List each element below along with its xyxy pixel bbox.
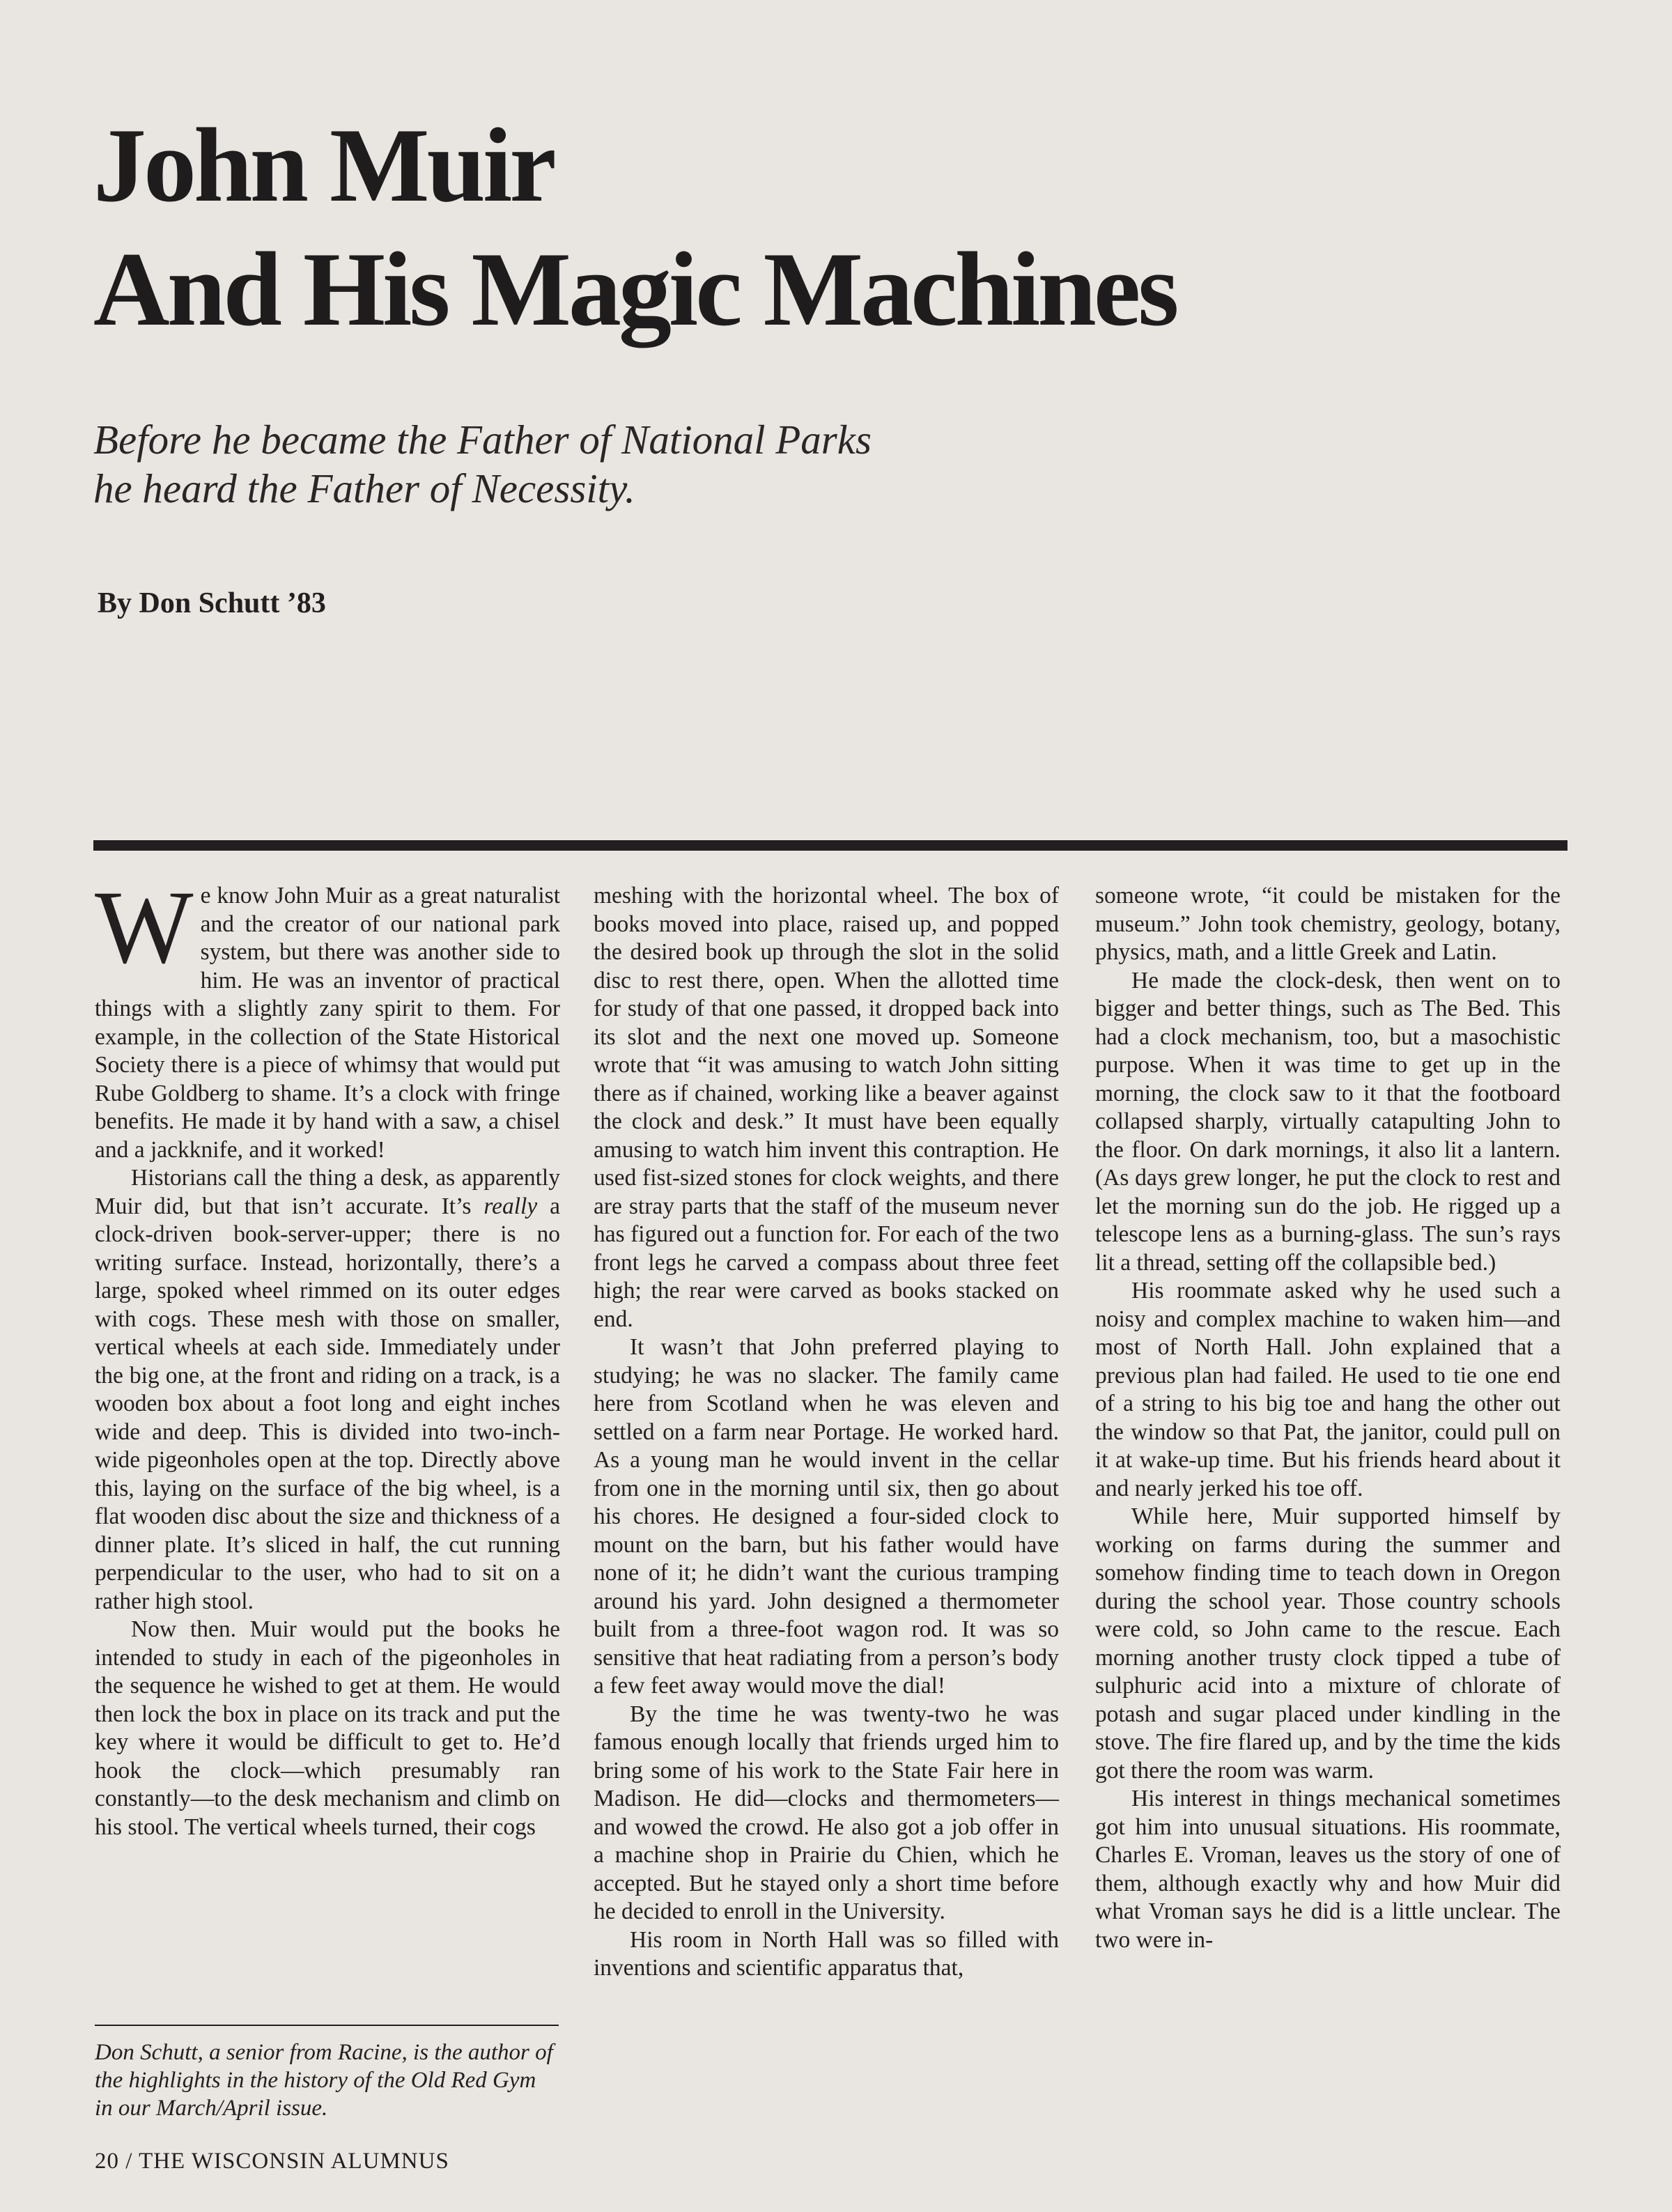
title-line-1: John Muir xyxy=(93,107,554,224)
section-divider xyxy=(93,840,1568,851)
paragraph-text: e know John Muir as a great naturalist and the creator of our national park system, but there was another side to him. He was an inventor of practical things with a slightly zany spirit to them. For example, in the collection of the State Historical Society there is a piece of whimsy that would put Rube Goldberg to shame. It’s a clock with fringe benefits. He made it by hand with a saw, a chisel and a jackknife, and it worked! xyxy=(95,883,560,1163)
drop-cap: W xyxy=(95,869,194,985)
paragraph xyxy=(95,869,560,1164)
paragraph: His roommate asked why he used such a noisy and complex machine to waken him—and most of North Hall. John explained that a previous plan had failed. He used to tie one end of a string to his big toe and hang the other out the window so that Pat, the janitor, could pull on it at wake-up time. But his friends heard about it and nearly jerked his toe off. xyxy=(1095,1278,1561,1501)
paragraph: meshing with the horizontal wheel. The box of books moved into place, raised up, and popped the desired book up through the slot in the solid disc to rest there, open. When the allotted time for study of that one passed, it dropped back into its slot and the next one moved up. Someone wrote that “it was amusing to watch John sitting there as if chained, working like a beaver against the clock and desk.” It must have been equally amusing to watch him invent this contraption. He used fist-sized stones for clock weights, and there are stray parts that the staff of the museum never has figured out a function for. For each of the two front legs he carved a compass about three feet high; the rear were carved as books stacked on end. xyxy=(594,883,1059,1332)
byline: By Don Schutt ’83 xyxy=(98,587,326,619)
article-subtitle xyxy=(93,415,1069,513)
text-column-1 xyxy=(95,869,560,1841)
paragraph: Now then. Muir would put the books he intended to study in each of the pigeonholes in the sequence he wished to get at them. He would then lock the box in place on its track and put the key where it would be difficult to get to. He’d hook the clock—which presumably ran constantly—to the desk mechanism and climb on his stool. The vertical wheels turned, their cogs xyxy=(95,1616,560,1840)
paragraph: By the time he was twenty-two he was famous enough locally that friends urged him to bring some of his work to the State Fair here in Madison. He did—clocks and thermometers—and wowed the crowd. He also got a job offer in a machine shop in Prairie du Chien, which he accepted. But he stayed only a short time before he decided to enroll in the University. xyxy=(594,1701,1059,1924)
page-folio: 20 / THE WISCONSIN ALUMNUS xyxy=(95,2149,449,2174)
paragraph: someone wrote, “it could be mistaken for the museum.” John took chemistry, geology, botany, physics, math, and a little Greek and Latin. xyxy=(1095,883,1561,965)
paragraph: He made the clock-desk, then went on to bigger and better things, such as The Bed. This had a clock mechanism, too, but a masochistic purpose. When it was time to get up in the morning, the clock saw to it that the footboard collapsed sharply, virtually catapulting John to the floor. On dark mornings, it also lit a lantern. (As days grew longer, he put the clock to rest and let the morning sun do the job. He rigged up a telescope lens as a burning-glass. The sun’s rays lit a thread, setting off the collapsible bed.) xyxy=(1095,967,1561,1276)
paragraph: His room in North Hall was so filled with inventions and scientific apparatus that, xyxy=(594,1926,1059,1981)
paragraph: His interest in things mechanical sometimes got him into unusual situations. His roommate, Charles E. Vroman, leaves us the story of one of them, although exactly why and how Muir did what Vroman says he did is a little unclear. The two were in- xyxy=(1095,1786,1561,1953)
author-footnote: Don Schutt, a senior from Racine, is the author of the highlights in the history of the Old Red Gym in our March/April issue. xyxy=(95,2040,553,2121)
subtitle-line-1: Before he became the Father of National Parks xyxy=(93,417,872,463)
title-line-2: And His Magic Machines xyxy=(93,231,1177,348)
emphasis: really xyxy=(483,1193,538,1219)
paragraph: Historians call the thing a desk, as apparently Muir did, but that isn’t accurate. It’s really a clock-driven book-server-upper; there is no writing surface. Instead, horizontally, there’s a large, spoked wheel rimmed on its outer edges with cogs. These mesh with those on smaller, vertical wheels at each side. Immediately under the big one, at the front and riding on a track, is a wooden box about a foot long and eight inches wide and deep. This is divided into two-inch-wide pigeonholes open at the top. Directly above this, laying on the surface of the big wheel, is a flat wooden disc about the size and thickness of a dinner plate. It’s sliced in half, the cut running perpendicular to the user, who had to sit on a rather high stool. xyxy=(95,1165,560,1614)
paragraph: While here, Muir supported himself by working on farms during the summer and somehow finding time to teach down in Oregon during the school year. Those country schools were cold, so John came to the rescue. Each morning another trusty clock tipped a tube of sulphuric acid into a mixture of chlorate of potash and sugar placed under kindling in the stove. The fire flared up, and by the time the kids got there the room was warm. xyxy=(1095,1503,1561,1784)
article-title xyxy=(93,103,1556,351)
text-column-2 xyxy=(594,882,1059,1983)
text-column-3 xyxy=(1095,882,1561,1954)
subtitle-line-2: he heard the Father of Necessity. xyxy=(93,465,635,511)
footnote-divider xyxy=(95,2025,559,2026)
paragraph: It wasn’t that John preferred playing to studying; he was no slacker. The family came here from Scotland when he was eleven and settled on a farm near Portage. He worked hard. As a young man he would invent in the cellar from one in the morning until six, then go about his chores. He designed a four-sided clock to mount on the barn, but his father would have none of it; he didn’t want the curious tramping around his yard. John designed a thermometer built from a three-foot wagon rod. It was so sensitive that heat radiating from a person’s body a few feet away would move the dial! xyxy=(594,1334,1059,1699)
